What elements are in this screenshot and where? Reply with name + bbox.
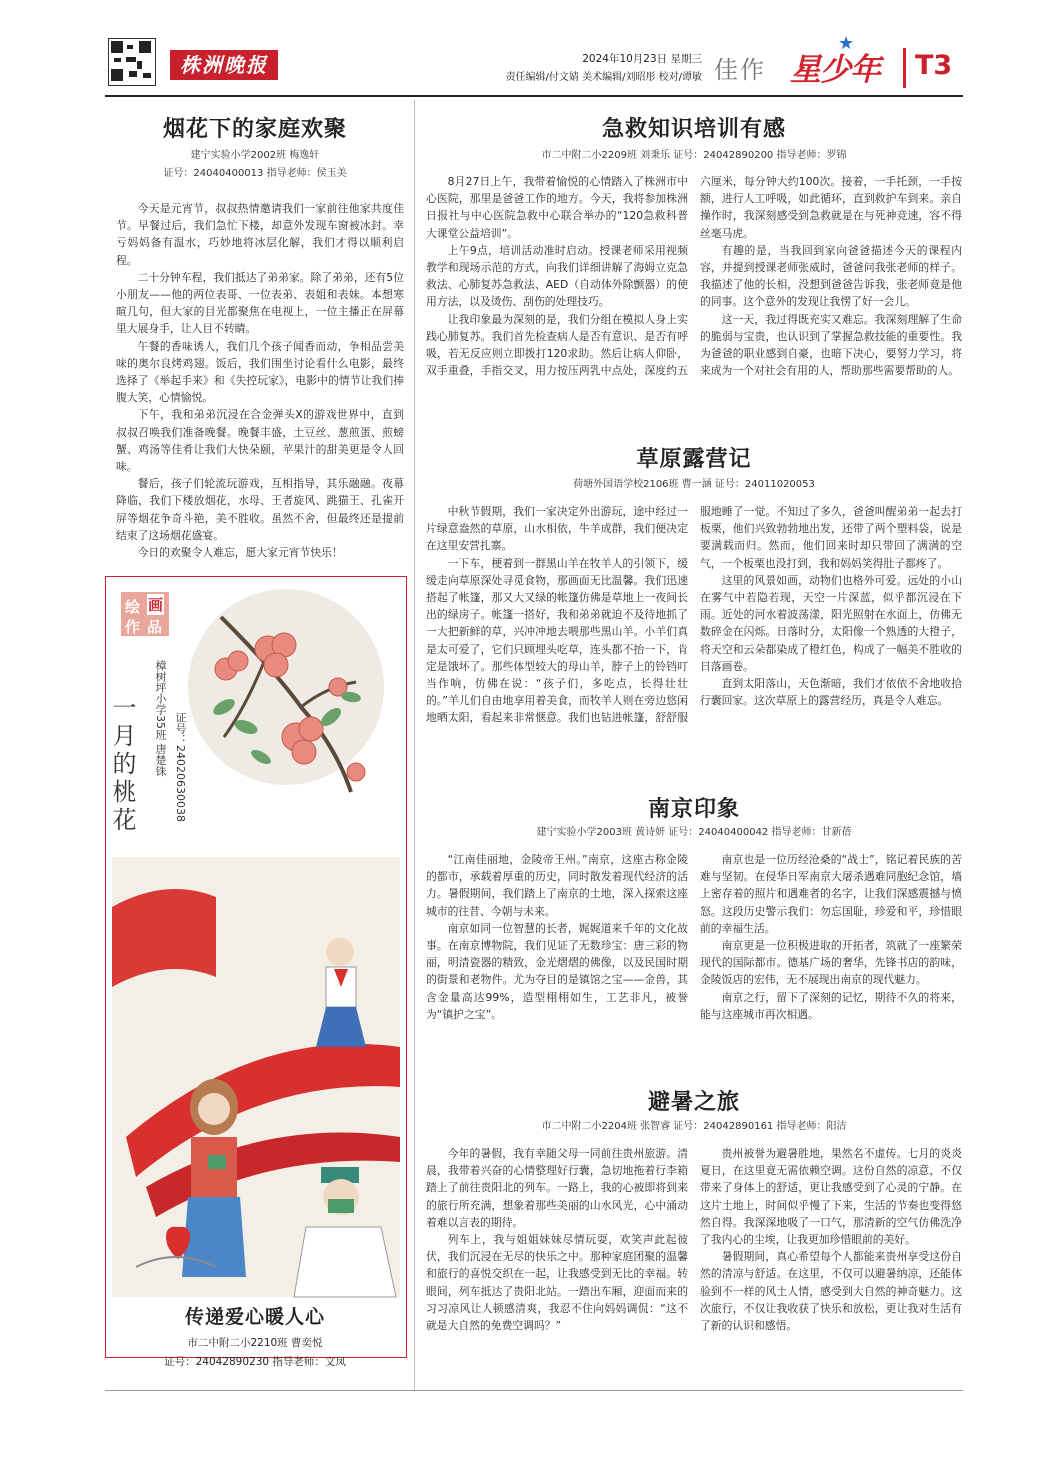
paragraph: 直到太阳落山，天色渐暗，我们才依依不舍地收拾行囊回家。这次草原上的露营经历，真是令人难忘。 [700,677,962,708]
paragraph: 有趣的是，当我回到家向爸爸描述今天的课程内容，并提到授课老师张威时，爸爸问我张老师的样子。我描述了他的长相，没想到爸爸告诉我，张老师竟是他的同事。这个意外的发现让我愣了好一会儿。 [700,243,962,309]
artwork-byline: 樟树坪小学35班 唐楚铢 [154,660,167,777]
article-byline: 建宁实验小学2002班 梅逸轩 [190,150,320,161]
article-body [116,200,404,561]
page-number: T3 [915,50,953,81]
paragraph: 贵州被誉为避暑胜地，果然名不虚传。七月的炎炎夏日，在这里竟无需依赖空调。这份自然的凉意，不仅带来了身体上的舒适，更让我感受到了心灵的宁静。在这片土地上，时间似乎慢了下来，生活的节奏也变得悠然自得。我深深地吸了一口气，那清新的空气仿佛洗净了我内心的尘埃，让我更加珍惜眼前的美好。 [700,1147,962,1247]
issue-date: 2024年10月23日 星期三 [582,53,702,65]
footer-rule [105,1390,963,1391]
brand-logo: 星少年 [790,52,880,88]
tag-char: 作 [125,618,141,636]
masthead-logo: 株洲晚报 [170,50,278,80]
paragraph: 南京之行，留下了深刻的记忆，期待不久的将来，能与这座城市再次相遇。 [700,990,962,1021]
paragraph: 今年的暑假，我有幸随父母一同前往贵州旅游。清晨，我带着兴奋的心情整理好行囊，急切地拖着行李箱踏上了前往贵阳北的列车。一路上，我的心被即将到来的旅行所充满，想象着那些美丽的山水风光，心中涌动着难以言表的期待。 [426,1147,688,1229]
section-name: 佳作 [714,56,766,84]
article-title: 烟花下的家庭欢聚 [162,117,347,142]
tag-char: 品 [147,618,163,636]
editor-credits: 责任编辑/付文婧 美术编辑/刘昭彤 校对/谭敏 [505,72,702,83]
artwork-cert: 证号：24042890230 指导老师：文凤 [164,1356,346,1368]
paragraph: 8月27日上午，我带着愉悦的心情踏入了株洲市中心医院，那里是爸爸工作的地方。今天，我将参加株洲日报社与中心医院急救中心联合举办的“120急救科普大课堂公益培训”。 [426,175,688,240]
paragraph: 南京也是一位历经沧桑的“战士”，铭记着民族的苦难与坚韧。在侵华日军南京大屠杀遇难同胞纪念馆，墙上密存着的照片和遇难者的名字，让我们深感震撼与愤怒。这段历史警示我们：勿忘国耻，珍爱和平，珍惜眼前的幸福生活。 [700,853,962,935]
star-icon: ★ [838,33,855,54]
header-rule [105,95,963,97]
article-body [426,503,962,773]
paragraph: 南京更是一位积极进取的开拓者，筑就了一座繁荣现代的国际都市。德基广场的奢华，先锋书店的韵味，金陵饭店的宏伟，无不展现出南京的现代魅力。 [700,939,962,987]
article-byline: 市二中附二小2204班 张智睿 证号：24042890161 指导老师：阳洁 [541,1121,847,1132]
column-rule [414,100,415,1390]
artwork-title: 传递爱心暖人心 [184,1306,325,1328]
article-byline: 荷塘外国语学校2106班 曹一涵 证号：24011020053 [573,479,815,490]
paragraph: 今日的欢聚令人难忘，愿大家元宵节快乐！ [137,546,343,560]
paragraph: 中秋节假期，我们一家决定外出游玩，途中经过一片绿意盎然的草原，山水相依，牛羊成群，我们便决定在这里安营扎寨。 [426,505,688,553]
paragraph: 二十分钟车程，我们抵达了弟弟家。除了弟弟，还有5位小朋友——他的两位表哥、一位表弟、表姐和表妹。本想寒暄几句，但大家的目光都聚焦在电视上，一位主播正在屏幕里大展身手，让人目不转睛。 [116,270,404,336]
paragraph: 这里的风景如画，动物们也格外可爱。远处的小山在雾气中若隐若现，天空一片深蓝，似乎都沉浸在下雨。近处的河水着波荡漾，阳光照射在水面上，仿佛无数碎金在闪烁。日落时分，太阳像一个熟透的大橙子，将天空和云朵都染成了橙红色，构成了一幅美不胜收的日落画卷。 [700,573,962,673]
artwork-byline: 市二中附二小2210班 曹奕悦 [187,1337,323,1349]
paragraph: 列车上，我与姐姐妹妹尽情玩耍，欢笑声此起彼伏，我们沉浸在无尽的快乐之中。那种家庭团聚的温馨和旅行的喜悦交织在一起，让我感受到无比的幸福。转眼间，列车抵达了贵阳北站。一踏出车厢，迎面而来的习习凉风让人顿感清爽，我忍不住向妈妈调侃：“这不就是大自然的免费空调吗？” [426,1233,688,1333]
paragraph: 今天是元宵节，叔叔热情邀请我们一家前往他家共度佳节。早餐过后，我们急忙下楼，却意外发现车窗被冰封。幸亏妈妈备有温水，巧妙地将冰层化解，我们才得以顺利启程。 [116,202,404,267]
paragraph: 下午，我和弟弟沉浸在合金弹头X的游戏世界中，直到叔叔召唤我们准备晚餐。晚餐丰盛，土豆丝、葱煎蛋、煎螃蟹、鸡汤等佳肴让我们大快朵颐，苹果汁的甜美更是令人回味。 [116,408,404,474]
tag-char: 绘 [125,598,141,616]
paragraph: 暑假期间，真心希望每个人都能来贵州享受这份自然的清凉与舒适。在这里，不仅可以避暑纳凉，还能体验到不一样的风土人情，感受到大自然的神奇魅力。这次旅行，不仅让我收获了快乐和放松，更让我对生活有了新的认识和感悟。 [700,1250,962,1333]
paragraph: 午餐的香味诱人，我们几个孩子闻香而动，争相品尝美味的奥尔良烤鸡翅。饭后，我们围坐讨论看什么电影，最终选择了《举起手来》和《失控玩家》，电影中的情节让我们捧腹大笑，心情愉悦。 [116,339,404,405]
paragraph: 一下车，梗着到一群黑山羊在牧羊人的引领下，缓缓走向草原深处寻觅食物，那画面无比温馨。我们迅速搭起了帐篷，那又大又绿的帐篷仿佛是草地上一夜间长出的绿房子。帐篷一搭好，我和弟弟就迫不及待地抓了一大把新鲜的草，兴冲冲地去喂那些黑山羊。小羊们真是太可爱了，它们只顾埋头吃草，连头都不抬一下，肯定是饿坏了。那些体型较大的母山羊，脖子上的铃铛叮当作响，仿佛在说：“孩子们，多吃点，长得壮壮的。”羊儿们自由地享用着美食，而牧羊人则在旁边悠闲地晒太阳，看起来非常惬意。我们也钻进帐篷，舒舒服服地睡了一觉。不知过了多久，爸爸叫醒弟弟一起去打板栗，他们兴致勃勃地出发，还带了两个塑料袋，说是要满载而归。然而，他们回来时却只带回了满满的空气，一个板栗也没打到，我和妈妈笑得肚子都疼了。 [426,505,962,725]
article-body [426,173,962,435]
article-byline: 市二中附二小2209班 刘秉乐 证号：24042890200 指导老师：罗锦 [541,150,847,161]
artwork-cert: 证号：24020630038 [174,712,187,822]
paragraph: 让我印象最为深刻的是，我们分组在模拟人身上实践心肺复苏。我们首先检查病人是否有意识、是否有呼吸，若无反应则立即拨打120求助。然后让病人仰卧，双手重叠，手指交叉，用力按压两乳中点处，深度约五六厘米，每分钟大约100次。接着，一手托颈，一手按额，进行人工呼吸，如此循环，直到救护车到来。亲自操作时，我深刻感受到急救就是在与死神竞速，容不得丝毫马虎。 [426,175,962,378]
tag-char: 画 [148,596,164,614]
article-body [426,1145,962,1383]
paragraph: “江南佳丽地，金陵帝王州。”南京，这座古称金陵的都市，承载着厚重的历史，同时散发着现代经济的活力。暑假期间，我们踏上了南京的土地，深入探索这座城市的往昔、今朝与未来。 [426,853,688,918]
article-title: 避暑之旅 [647,1090,740,1115]
article-byline: 建宁实验小学2003班 黄诗妍 证号：24040400042 指导老师：甘新蓓 [536,827,852,838]
article-cert: 证号：24040400013 指导老师：侯玉美 [163,168,347,179]
article-body [426,851,962,1061]
qr-code [108,38,156,86]
article-title: 草原露营记 [636,447,752,472]
article-title: 急救知识培训有感 [601,117,786,142]
article-title: 南京印象 [647,797,740,822]
artwork-tag [121,592,169,636]
paragraph: 南京如同一位智慧的长者，娓娓道来千年的文化故事。在南京博物院，我们见证了无数珍宝：唐三彩的物丽，明清瓷器的精致，金光熠熠的佛像，以及民国时期的街景和老物件。尤为夺目的是镇馆之宝——金兽，其含金量高达99%，造型栩栩如生，工艺非凡，被誉为“镇护之宝”。 [426,921,688,1021]
paragraph: 这一天，我过得既充实又难忘。我深刻理解了生命的脆弱与宝贵，也认识到了掌握急救技能的重要性。我为爸爸的职业感到自豪，也暗下决心，要努力学习，将来成为一个对社会有用的人，帮助那些需要帮助的人。 [700,312,962,378]
paragraph: 上午9点，培训活动准时启动。授课老师采用视频教学和现场示范的方式，向我们详细讲解了海姆立克急救法、心肺复苏急救法、AED（自动体外除颤器）的使用方法，以及烫伤、刮伤的处理技巧。 [426,243,688,309]
artwork-title: 一月的桃花 [108,695,136,835]
paragraph: 餐后，孩子们轮流玩游戏，互相指导，其乐融融。夜幕降临，我们下楼放烟花，水母、王者旋风、跳猫王、孔雀开屏等烟花争奇斗艳，美不胜收。虽然不舍，但最终还是提前结束了这场烟花盛宴。 [116,477,404,542]
page-divider [903,48,906,88]
